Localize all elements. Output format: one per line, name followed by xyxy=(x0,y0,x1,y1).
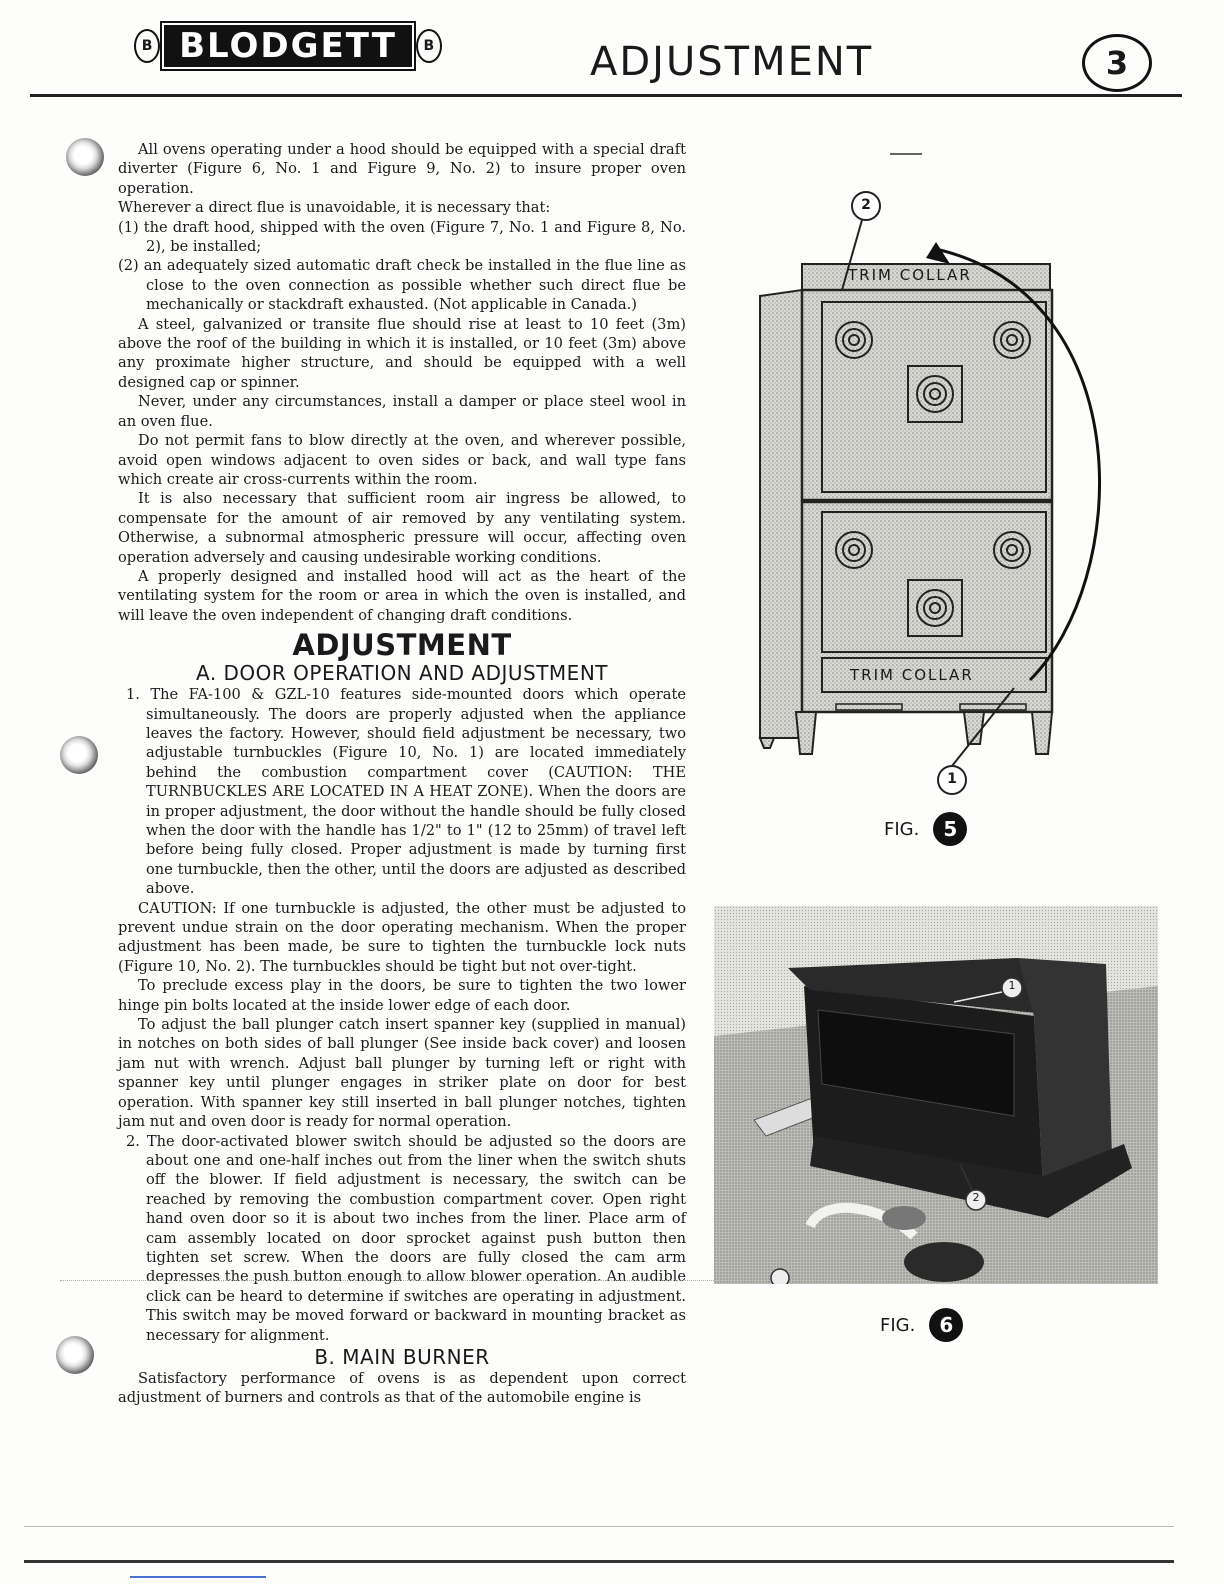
binder-hole-icon xyxy=(56,1336,94,1374)
paragraph: Wherever a direct flue is unavoidable, it is necessary that: xyxy=(118,199,551,217)
oven-drawing-figure xyxy=(740,140,1160,800)
binder-hole-icon xyxy=(60,736,98,774)
fig-label: FIG. xyxy=(884,818,920,840)
footer-rule-light xyxy=(24,1526,1174,1527)
paragraph: All ovens operating under a hood should be equipped with a special draft diverter (Figure 6, No. 1 and Figure 9, No. 2) to insure proper oven operation. xyxy=(118,141,686,197)
figure-5-caption xyxy=(884,812,967,846)
page-number: 3 xyxy=(1082,34,1152,92)
list-item: 2. The door-activated blower switch should be adjusted so the doors are about one and one-half inches out from the liner when the switch shuts off the blower. If field adjustment is necessary, the switch can be reached by removing the combustion compartment cover. Open right hand oven door so it is about two inches from the liner. Place arm of cam assembly located on door sprocket against push button then tighten set screw. When the doors are fully closed the cam arm depresses the push button enough to allow blower operation. An audible click can be heard to determine if switches are operating in adjustment. This switch may be moved forward or backward in mounting bracket as necessary for alignment. xyxy=(126,1132,686,1344)
list-item: (1) the draft hood, shipped with the oven (Figure 7, No. 1 and Figure 8, No. 2), be installed; xyxy=(118,218,686,256)
section-heading: ADJUSTMENT xyxy=(292,628,512,663)
photo-callout-2-label: 2 xyxy=(972,1191,980,1204)
trim-collar-bottom-label: TRIM COLLAR xyxy=(850,666,974,684)
fig-number-badge: 5 xyxy=(933,812,967,846)
subsection-heading-a: A. DOOR OPERATION AND ADJUSTMENT xyxy=(195,661,608,686)
fig-label: FIG. xyxy=(880,1314,916,1336)
blodgett-logo xyxy=(118,26,458,66)
paragraph: Do not permit fans to blow directly at the oven, and wherever possible, avoid open windows adjacent to oven sides or back, and wall type fans which create air cross-currents within the room. xyxy=(118,432,686,488)
paragraph: CAUTION: If one turnbuckle is adjusted, the other must be adjusted to prevent undue strain on the door operating mechanism. When the proper adjustment has been made, be sure to tighten the turnbuckle lock nuts (Figure 10, No. 2). The turnbuckles should be tight but not over-tight. xyxy=(118,899,686,975)
subsection-heading-b: B. MAIN BURNER xyxy=(314,1344,490,1369)
scan-artifact-line xyxy=(60,1280,720,1281)
paragraph: To preclude excess play in the doors, be sure to tighten the two lower hinge pin bolts located at the inside lower edge of each door. xyxy=(118,977,686,1014)
blue-accent-line xyxy=(130,1576,266,1578)
logo-right-mark: B xyxy=(416,29,442,63)
figure-6-caption xyxy=(880,1308,963,1342)
list-item: (2) an adequately sized automatic draft check be installed in the flue line as close to the oven connection as possible whether such direct flue be mechanically or stackdraft exhausted. (Not applicable in Canada.) xyxy=(118,257,686,314)
logo-left-mark: B xyxy=(134,29,160,63)
logo-text: BLODGETT xyxy=(164,25,412,67)
footer-rule xyxy=(24,1560,1174,1563)
draft-diverter-photo xyxy=(714,906,1158,1284)
paragraph: Never, under any circumstances, install a damper or place steel wool in an oven flue. xyxy=(118,393,686,430)
list-item: 1. The FA-100 & GZL-10 features side-mounted doors which operate simultaneously. The doors are properly adjusted when the appliance leaves the factory. However, should field adjustment be necessary, two adjustable turnbuckles (Figure 10, No. 1) are located immediately behind the combustion compartment cover (CAUTION: THE TURNBUCKLES ARE LOCATED IN A HEAT ZONE). When the doors are in proper adjustment, the door without the handle should be fully closed when the door with the handle has 1/2" to 1" (12 to 25mm) of travel left before being fully closed. Proper adjustment is made by turning first one turnbuckle, then the other, until the doors are adjusted as described above. xyxy=(126,686,686,898)
paragraph: A steel, galvanized or transite flue should rise at least to 10 feet (3m) above the roof of the building in which it is installed, or 10 feet (3m) above any proximate higher structure, and should be equipped with a well designed cap or spinner. xyxy=(118,315,686,391)
paragraph: A properly designed and installed hood will act as the heart of the ventilating system for the room or area in which the oven is installed, and will leave the oven independent of changing draft conditions. xyxy=(118,567,686,624)
callout-2-label: 2 xyxy=(861,197,871,213)
page-title: ADJUSTMENT xyxy=(590,39,874,85)
paragraph: To adjust the ball plunger catch insert spanner key (supplied in manual) in notches on both sides of ball plunger (See inside back cover) and loosen jam nut with wrench. Adjust ball plunger by turning left or right with spanner key until plunger engages in striker plate on door for best operation. With spanner key still inserted in ball plunger notches, tighten jam nut and oven door is ready for normal operation. xyxy=(118,1016,686,1131)
paragraph: Satisfactory performance of ovens is as dependent upon correct adjustment of burners and controls as that of the automobile engine is xyxy=(118,1369,686,1407)
photo-callout-1-label: 1 xyxy=(1008,979,1016,992)
header-rule xyxy=(30,94,1182,97)
trim-collar-top-label: TRIM COLLAR xyxy=(848,266,972,284)
fig-number-badge: 6 xyxy=(929,1308,963,1342)
binder-hole-icon xyxy=(66,138,104,176)
callout-1-label: 1 xyxy=(947,771,957,787)
body-text-column xyxy=(118,140,686,1408)
paragraph: It is also necessary that sufficient room air ingress be allowed, to compensate for the amount of air removed by any ventilating system. Otherwise, a subnormal atmospheric pressure will occur, affecting oven operation adversely and causing undesirable working conditions. xyxy=(118,490,686,566)
